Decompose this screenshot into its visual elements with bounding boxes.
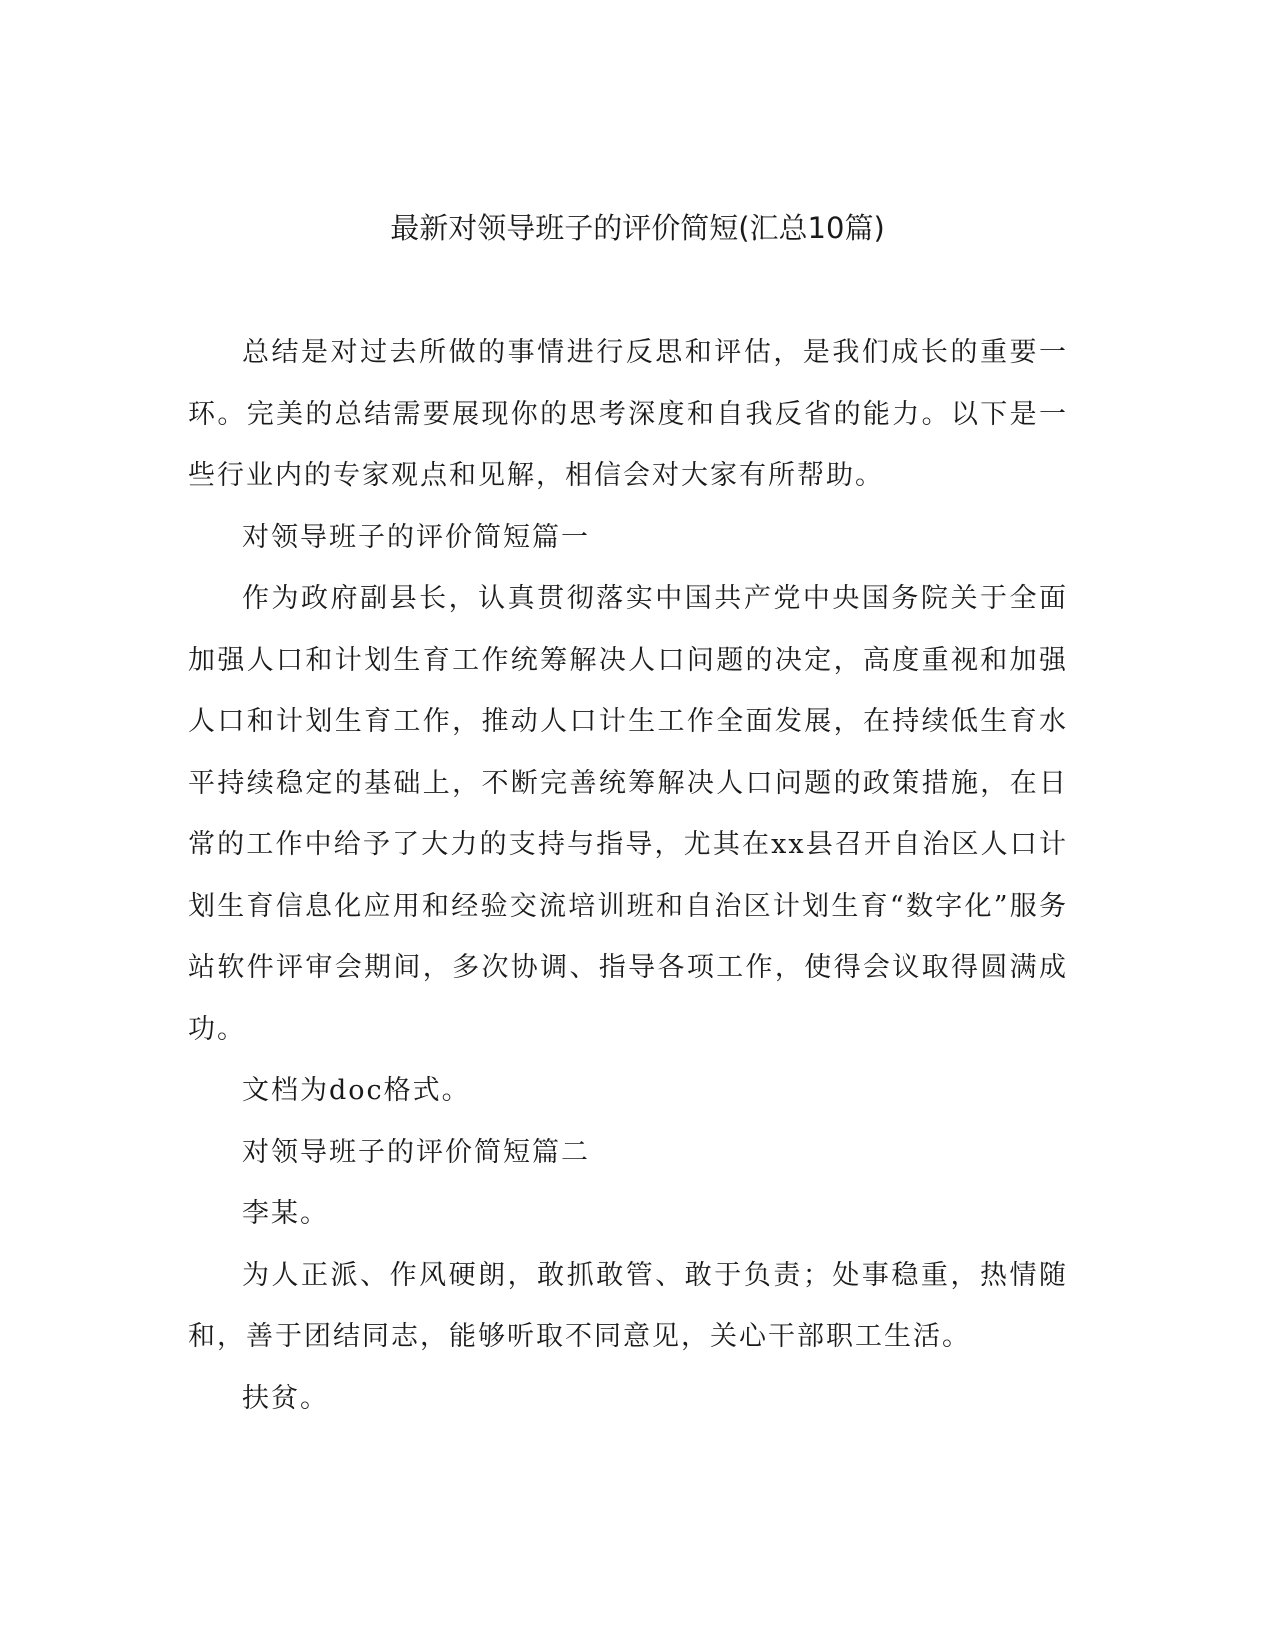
section-2-paragraph: 为人正派、作风硬朗，敢抓敢管、敢于负责；处事稳重，热情随和，善于团结同志，能够听取不同意见，关心干部职工生活。 xyxy=(188,1259,1068,1352)
section-heading-2: 对领导班子的评价简短篇二 xyxy=(242,1136,590,1168)
document-title: 最新对领导班子的评价简短(汇总10篇) xyxy=(390,211,885,245)
document-body xyxy=(188,322,1068,1429)
intro-paragraph: 总结是对过去所做的事情进行反思和评估，是我们成长的重要一环。完美的总结需要展现你的思考深度和自我反省的能力。以下是一些行业内的专家观点和见解，相信会对大家有所帮助。 xyxy=(188,337,1068,491)
person-name: 李某。 xyxy=(242,1198,329,1229)
section-1-paragraph: 作为政府副县长，认真贯彻落实中国共产党中央国务院关于全面加强人口和计划生育工作统筹解决人口问题的决定，高度重视和加强人口和计划生育工作，推动人口计生工作全面发展，在持续低生育水平持续稳定的基础上，不断完善统筹解决人口问题的政策措施，在日常的工作中给予了大力的支持与指导，尤其在xx县召开自治区人口计划生育信息化应用和经验交流培训班和自治区计划生育“数字化”服务站软件评审会期间，多次协调、指导各项工作，使得会议取得圆满成功。 xyxy=(188,583,1068,1045)
poverty-alleviation-label: 扶贫。 xyxy=(242,1382,329,1414)
section-heading-1: 对领导班子的评价简短篇一 xyxy=(242,521,590,553)
format-note: 文档为doc格式。 xyxy=(242,1075,471,1106)
